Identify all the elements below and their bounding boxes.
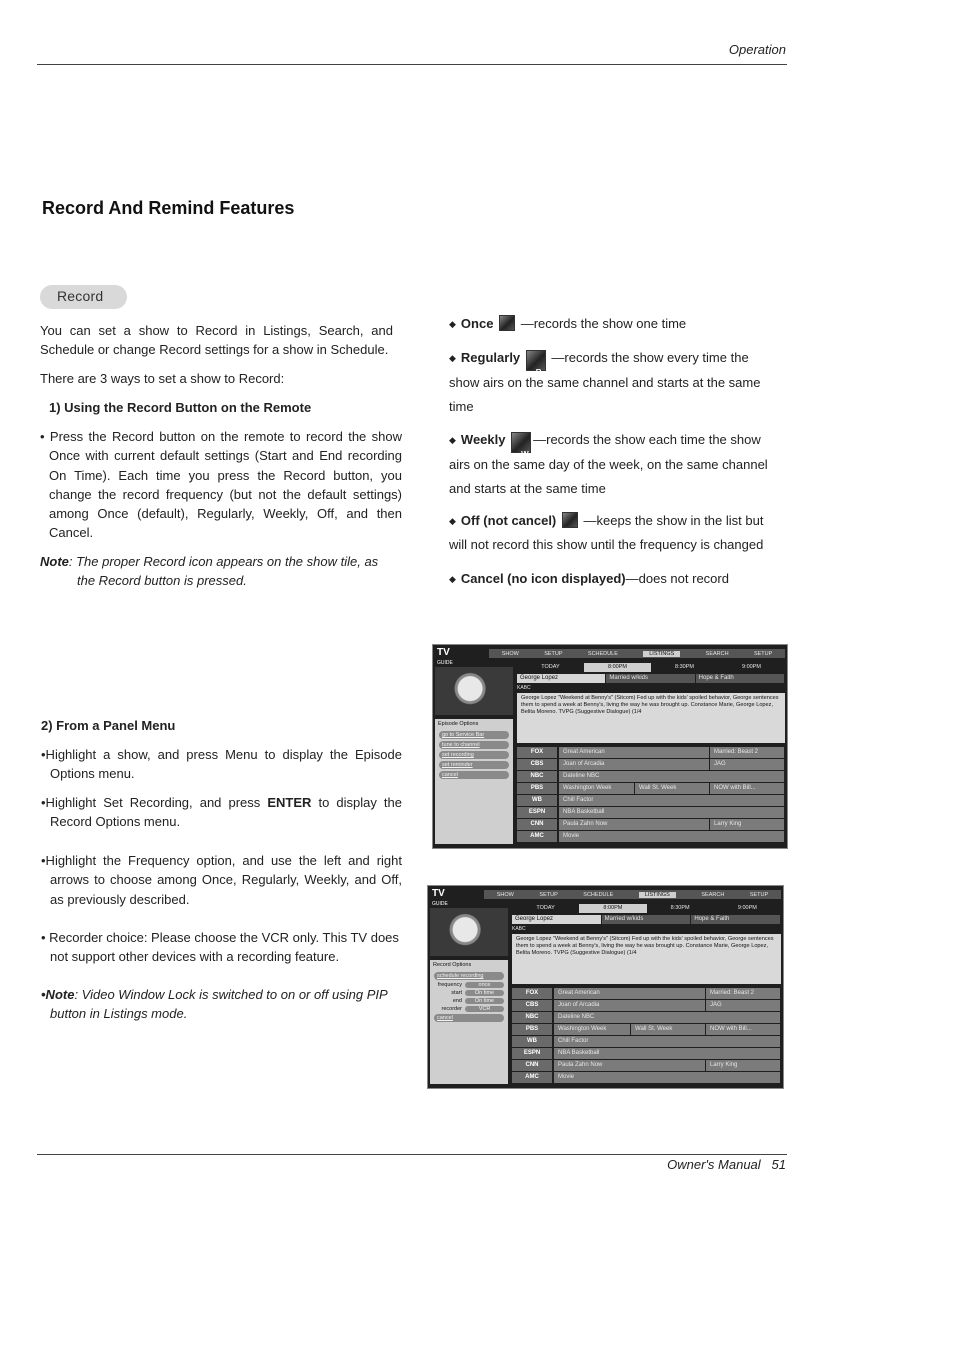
record-button-bullet: • Press the Record button on the remote to record the show Once with current default settings (Start and End recording On Time). Each time you press the Record button, you change the record frequency (but not the default settings) among Once (default), Regularly, Weekly, Off, and then Cancel. <box>40 429 402 541</box>
option-regularly <box>449 346 779 419</box>
ways-paragraph: There are 3 ways to set a show to Record: <box>40 371 285 386</box>
listing-row: NBC Dateline NBC <box>517 771 785 782</box>
once-label: Once <box>460 316 494 331</box>
listing-row: CNN Paula Zahn Now Larry King <box>512 1060 781 1071</box>
menu-field: recorder VCR <box>434 1006 504 1012</box>
menu-item: cancel <box>439 771 509 779</box>
once-record-icon <box>499 315 515 331</box>
cancel-text: —does not record <box>625 571 729 586</box>
channel-line: KABC <box>512 926 526 932</box>
panel-step-1: •Highlight a show, and press Menu to display the Episode Options menu. <box>41 747 402 782</box>
show-description: George Lopez "Weekend at Benny's" (Sitcom) Fed up with the kids' spoiled behavior, George sentences them to spend a week at Benny's, living the way he was brought up. Constance Marie, George Lopez, Belita Moreno. TVPG (Suggestive Dialogue) (1/4 <box>512 934 781 984</box>
footer <box>38 1157 786 1172</box>
video-window <box>430 908 508 956</box>
highlighted-show-row: George Lopez Married w/kids Hope & Faith <box>517 674 785 683</box>
off-record-icon <box>562 512 578 528</box>
highlighted-show-row: George Lopez Married w/kids Hope & Faith <box>512 915 781 924</box>
weekly-text: —records the show each time the show airs on the same day of the week, on the same channel and starts at the same time <box>449 432 768 496</box>
listing-row: ESPN NBA Basketball <box>512 1048 781 1059</box>
panel-step-2-a: •Highlight Set Recording, and press <box>41 795 268 810</box>
regularly-label: Regularly <box>460 350 521 365</box>
tv-guide-logo: TV GUIDE <box>432 888 448 907</box>
off-label: Off (not cancel) <box>460 513 557 528</box>
menu-title: Episode Options <box>438 721 479 727</box>
panel-step-2 <box>41 793 402 832</box>
recorder-choice: • Recorder choice: Please choose the VCR only. This TV does not support other devices with a recording feature. <box>41 930 399 965</box>
note-text: : The proper Record icon appears on the show tile, as the Record button is pressed. <box>68 554 379 589</box>
tv-guide-logo: TV GUIDE <box>437 647 453 666</box>
menu-title: Record Options <box>433 962 472 968</box>
listing-row: AMC Movie <box>512 1072 781 1083</box>
weekly-record-icon: W <box>511 432 531 453</box>
option-cancel <box>449 567 779 591</box>
page-title: Record And Remind Features <box>42 198 295 218</box>
diamond-bullet-icon: ◆ <box>449 574 456 584</box>
menu-field: start On time <box>434 990 504 996</box>
listing-row: PBS Washington Week Wall St. Week NOW with Bill... <box>517 783 785 794</box>
diamond-bullet-icon: ◆ <box>449 319 456 329</box>
listing-row: WB Chill Factor <box>517 795 785 806</box>
guide-top-nav: SHOW SETUP SCHEDULE LISTINGS SEARCH SETUP <box>484 890 781 899</box>
menu-item: schedule recording <box>434 972 504 980</box>
off-text: —keeps the show in the list but will not record this show until the frequency is changed <box>449 513 764 552</box>
heading-panel-menu: 2) From a Panel Menu <box>41 718 176 733</box>
show-description: George Lopez "Weekend at Benny's" (Sitcom) Fed up with the kids' spoiled behavior, George sentences them to spend a week at Benny's, living the way he was brought up. Constance Marie, George Lopez, Belita Moreno. TVPG (Suggestive Dialogue) (1/4 <box>517 693 785 743</box>
listing-row: NBC Dateline NBC <box>512 1012 781 1023</box>
header-section: Operation <box>728 42 786 57</box>
listing-row: ESPN NBA Basketball <box>517 807 785 818</box>
header-rule <box>37 64 787 65</box>
listing-grid <box>517 747 785 844</box>
menu-item: go to Service Bar <box>439 731 509 739</box>
enter-key-label: ENTER <box>267 795 312 810</box>
panel-step-2-b: to display the Record Options menu. <box>50 795 402 830</box>
menu-item: set reminder <box>439 761 509 769</box>
note-label: Note <box>40 554 69 569</box>
footer-rule <box>37 1154 787 1155</box>
listing-row: AMC Movie <box>517 831 785 842</box>
heading-record-button: 1) Using the Record Button on the Remote <box>49 400 312 415</box>
time-bar: TODAY 8:00PM 8:30PM 9:00PM <box>536 905 757 911</box>
option-off <box>449 509 779 557</box>
record-section-pill: Record <box>40 285 127 309</box>
page-number: 51 <box>771 1157 786 1172</box>
diamond-bullet-icon: ◆ <box>449 435 456 445</box>
panel-step-3: •Highlight the Frequency option, and use the left and right arrows to choose among Once, Regularly, Weekly, and Off, as previously described. <box>41 853 402 907</box>
diamond-bullet-icon: ◆ <box>449 353 456 363</box>
regularly-record-icon: R <box>526 350 546 371</box>
guide-screenshot-record-options <box>427 885 784 1089</box>
menu-field: frequency once <box>434 982 504 988</box>
video-window <box>435 667 513 715</box>
diamond-bullet-icon: ◆ <box>449 516 456 526</box>
note-video-window <box>41 985 402 1024</box>
menu-field: end On time <box>434 998 504 1004</box>
listing-row: CBS Joan of Arcadia JAG <box>512 1000 781 1011</box>
listing-row: CNN Paula Zahn Now Larry King <box>517 819 785 830</box>
footer-text: Owner's Manual <box>667 1157 761 1172</box>
menu-item: set recording <box>439 751 509 759</box>
regularly-text: —records the show every time the show airs on the same channel and starts at the same time <box>449 350 761 414</box>
weekly-label: Weekly <box>460 432 506 447</box>
listing-row: FOX Great American Married: Beast 2 <box>517 747 785 758</box>
menu-item: tune to channel <box>439 741 509 749</box>
listing-row: CBS Joan of Arcadia JAG <box>517 759 785 770</box>
cancel-label: Cancel (no icon displayed) <box>460 571 626 586</box>
option-weekly <box>449 428 779 501</box>
listing-row: PBS Washington Week Wall St. Week NOW with Bill... <box>512 1024 781 1035</box>
menu-item: cancel <box>434 1014 504 1022</box>
once-text: —records the show one time <box>520 316 687 331</box>
time-bar: TODAY 8:00PM 8:30PM 9:00PM <box>541 664 761 670</box>
note2-label: •Note <box>41 987 75 1002</box>
guide-top-nav: SHOW SETUP SCHEDULE LISTINGS SEARCH SETUP <box>489 649 785 658</box>
intro-paragraph: You can set a show to Record in Listings, Search, and Schedule or change Record settings for a show in Schedule. <box>40 323 393 358</box>
listing-row: FOX Great American Married: Beast 2 <box>512 988 781 999</box>
listing-grid <box>512 988 781 1084</box>
channel-line: KABC <box>517 685 531 691</box>
note-record-icon <box>40 552 393 591</box>
episode-options-menu <box>435 719 513 844</box>
option-once <box>449 312 779 336</box>
listing-row: WB Chill Factor <box>512 1036 781 1047</box>
note2-text: : Video Window Lock is switched to on or off using PIP button in Listings mode. <box>50 987 388 1022</box>
record-options-menu <box>430 960 508 1084</box>
guide-screenshot-episode-options <box>432 644 788 849</box>
